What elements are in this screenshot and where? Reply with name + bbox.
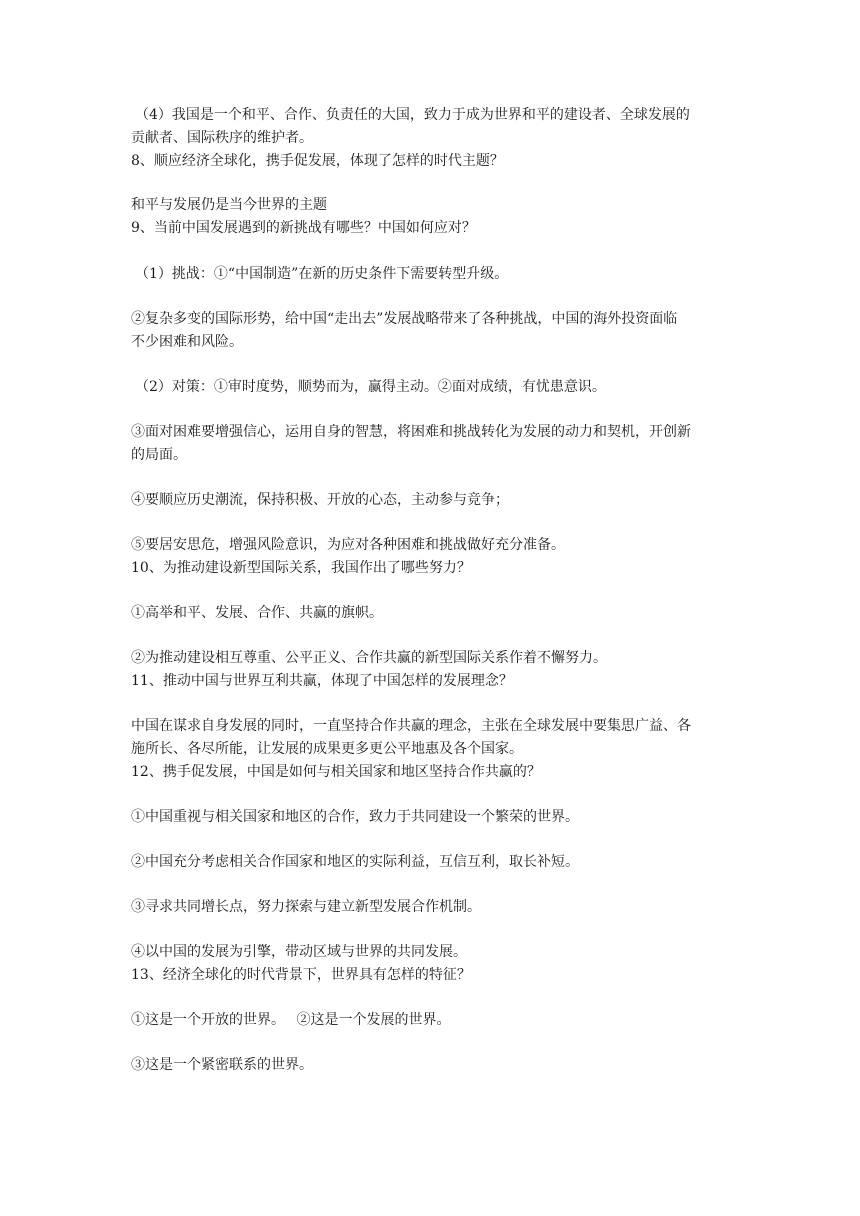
question-heading: 10、为推动建设新型国际关系，我国作出了哪些努力？ [131,560,471,576]
answer-line: 和平与发展仍是当今世界的主题 [131,197,327,213]
text-line: ③面对困难要增强信心，运用自身的智慧，将困难和挑战转化为发展的动力和契机，开创新 [131,424,691,440]
text-line: （4）我国是一个和平、合作、负责任的大国，致力于成为世界和平的建设者、全球发展的 [135,107,690,123]
text-line: ②中国充分考虑相关合作国家和地区的实际利益，互信互利，取长补短。 [131,854,579,870]
text-line: ④要顺应历史潮流，保持积极、开放的心态，主动参与竞争； [131,492,509,508]
question-heading: 9、当前中国发展遇到的新挑战有哪些？中国如何应对？ [131,220,476,236]
text-line: ④以中国的发展为引擎，带动区域与世界的共同发展。 [131,944,467,960]
question-heading: 11、推动中国与世界互利共赢，体现了中国怎样的发展理念？ [131,673,513,689]
text-line: ⑤要居安思危，增强风险意识，为应对各种困难和挑战做好充分准备。 [131,537,565,553]
text-line: （1）挑战：①“中国制造”在新的历史条件下需要转型升级。 [135,266,509,282]
text-line: 贡献者、国际秩序的维护者。 [131,130,313,146]
text-line: ①高举和平、发展、合作、共赢的旗帜。 [131,605,383,621]
question-heading: 8、顺应经济全球化，携手促发展，体现了怎样的时代主题？ [131,153,504,169]
text-line: 不少困难和风险。 [131,334,243,350]
text-line: ②复杂多变的国际形势，给中国“走出去”发展战略带来了各种挑战，中国的海外投资面临 [131,311,678,327]
text-line: 的局面。 [131,447,187,463]
text-line: ③寻求共同增长点，努力探索与建立新型发展合作机制。 [131,899,481,915]
text-line: ③这是一个紧密联系的世界。 [131,1057,313,1073]
text-line: ②为推动建设相互尊重、公平正义、合作共赢的新型国际关系作着不懈努力。 [131,650,607,666]
question-heading: 12、携手促发展，中国是如何与相关国家和地区坚持合作共赢的？ [131,764,541,780]
text-line: （2）对策：①审时度势，顺势而为，赢得主动。②面对成绩，有忧患意识。 [135,379,606,395]
text-line: 施所长、各尽所能，让发展的成果更多更公平地惠及各个国家。 [131,741,523,757]
question-heading: 13、经济全球化的时代背景下，世界具有怎样的特征？ [131,967,471,983]
text-line: ①中国重视与相关国家和地区的合作，致力于共同建设一个繁荣的世界。 [131,809,579,825]
text-line: ①这是一个开放的世界。 ②这是一个发展的世界。 [131,1012,451,1028]
text-line: 中国在谋求自身发展的同时，一直坚持合作共赢的理念，主张在全球发展中要集思广益、各 [131,718,691,734]
